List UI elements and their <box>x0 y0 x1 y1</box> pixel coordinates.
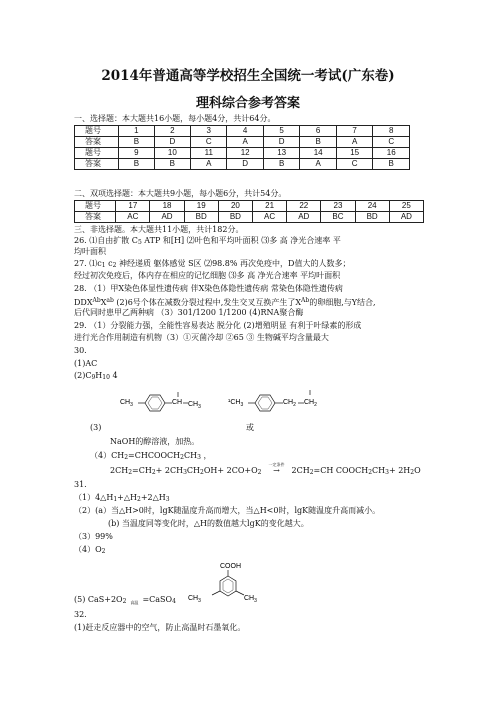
q31-part1: （1）4△H1+△H2+2△H3 <box>74 493 170 503</box>
q30-part4-equation: 2CH2=CH2+ 2CH3CH2OH+ 2CO+O2 一定条件 → 2CH2=CH COOCH2CH3+ 2H2O <box>110 462 421 476</box>
table-cell: 7 <box>336 126 373 137</box>
table-cell: B <box>300 137 337 148</box>
q30-heading: 30. <box>74 346 87 355</box>
mol1-ch3-label: $CH_3$ <box>120 399 133 408</box>
table-cell: 19 <box>184 201 218 212</box>
table-cell: AD <box>150 212 184 223</box>
mol1-ch-label: CH <box>172 399 183 406</box>
table-cell: B <box>373 159 410 170</box>
table-cell: 2 <box>154 126 191 137</box>
table-cell: A <box>227 137 264 148</box>
section1-heading: 一、选择题：本大题共16小题，每小题4分，共计64分。 <box>74 114 276 123</box>
table-cell: AD <box>287 212 321 223</box>
table-cell: BD <box>184 212 218 223</box>
page-subtitle: 理科综合参考答案 <box>195 96 300 111</box>
molecule-structure-1 <box>120 390 210 420</box>
table-cell: 5 <box>263 126 300 137</box>
table-row <box>75 201 424 212</box>
section2-heading: 二、双项选择题：本大题共9小题，每小题6分，共计54分。 <box>74 189 287 198</box>
table-row <box>75 159 410 170</box>
table-cell: 9 <box>119 148 154 159</box>
table-cell: 14 <box>300 148 337 159</box>
q31-part4: （4）O2 <box>74 545 106 555</box>
q30-part3-label: (3) <box>90 423 102 432</box>
q31-part3: （3）99% <box>74 532 113 541</box>
q31-part5: (5) CaS+2O2 高温 =CaSO4 <box>74 595 176 605</box>
reaction-arrow: 一定条件 → <box>268 462 285 475</box>
table-cell: A <box>336 137 373 148</box>
table-cell: 23 <box>321 201 355 212</box>
table-row <box>75 137 410 148</box>
table-cell: AC <box>253 212 287 223</box>
table-cell: A <box>300 159 337 170</box>
table-cell: BC <box>321 212 355 223</box>
q30-part4-line1: （4）CH2=CHCOOCH2CH3 ， <box>90 451 212 461</box>
q29-line2: 进行光合作用制造有机物（3）①灭菌冷却 ②65 ③ 生物碱平均含量最大 <box>74 333 329 342</box>
row-header-cell: 题号 <box>75 201 116 212</box>
q31-part2b: (b) 当温度同等变化时，△H的数值越大lgK的变化越大。 <box>108 519 309 528</box>
q31-heading: 31. <box>74 480 87 489</box>
table-cell: D <box>263 137 300 148</box>
double-choice-table <box>74 200 424 223</box>
q27-line1: 27. ⑴c1 c2 神经递质 躯体感觉 S区 ⑵98.8% 再次免疫中，D值大的人数多； <box>74 259 351 269</box>
q30-part1: (1)AC <box>74 359 98 368</box>
table-cell: 3 <box>191 126 227 137</box>
table-cell: B <box>119 137 154 148</box>
table-cell: 15 <box>336 148 373 159</box>
row-header-cell: 答案 <box>75 159 119 170</box>
table-cell: 1 <box>119 126 154 137</box>
table-cell: D <box>154 137 191 148</box>
table-cell: C <box>191 137 227 148</box>
q31-part2a: （2）(a）当△H>0时，lgK随温度升高而增大，当△H<0时，lgK随温度升高而减小。 <box>74 506 381 515</box>
table-cell: B <box>119 159 154 170</box>
mol2-ch2b-label: $CH_2$ <box>304 399 317 408</box>
q30-part3-condition: NaOH的醇溶液，加热。 <box>110 437 200 446</box>
mol3-ch3a-label: $CH_3$ <box>188 595 201 604</box>
molecule-structure-3 <box>180 560 280 606</box>
table-row <box>75 212 424 223</box>
table-cell: 8 <box>373 126 410 137</box>
table-cell: 24 <box>355 201 389 212</box>
row-header-cell: 答案 <box>75 212 116 223</box>
mol3-ch3b-label: $CH_3$ <box>244 595 257 604</box>
table-cell: 25 <box>389 201 423 212</box>
mol3-cooh-label: COOH <box>220 563 241 570</box>
table-cell: 16 <box>373 148 410 159</box>
table-cell: BD <box>218 212 252 223</box>
table-cell: BD <box>355 212 389 223</box>
row-header-cell: 答案 <box>75 137 119 148</box>
row-header-cell: 题号 <box>75 126 119 137</box>
table-cell: 21 <box>253 201 287 212</box>
q32-part1: (1)赶走反应器中的空气，防止高温时石墨氧化。 <box>74 623 246 632</box>
table-cell: 13 <box>263 148 300 159</box>
page-title: 2014年普通高等学校招生全国统一考试(广东卷) <box>101 68 395 84</box>
q28-line1: 28. （1）甲X染色体显性遗传病 伴X染色体隐性遗传病 常染色体隐性遗传病 <box>74 284 343 293</box>
molecule-structure-2 <box>228 390 338 420</box>
table-cell: AD <box>389 212 423 223</box>
q27-line2: 经过初次免疫后，体内存在相应的记忆细胞 ⑶多 高 净光合速率 平均叶面积 <box>74 271 341 280</box>
q29-line1: 29. （1）分裂能力强，全能性容易表达 脱分化 (2)增殖明显 有利于叶绿素的形成 <box>74 321 362 330</box>
table-cell: B <box>263 159 300 170</box>
table-cell: 20 <box>218 201 252 212</box>
table-cell: 17 <box>116 201 150 212</box>
q30-part2: (2)C9H10 4 <box>74 371 118 381</box>
table-cell: C <box>336 159 373 170</box>
table-cell: 22 <box>287 201 321 212</box>
table-cell: A <box>191 159 227 170</box>
table-row <box>75 126 410 137</box>
table-row <box>75 148 410 159</box>
q28-line3: 后代同时患甲乙两种病 （3）301/1200 1/1200 (4)RNA聚合酶 <box>74 308 304 317</box>
table-cell: 4 <box>227 126 264 137</box>
multiple-choice-table <box>74 125 410 170</box>
q26-line1: 26. ⑴自由扩散 C5 ATP 和[H] ⑵叶色和平均叶面积 ⑶多 高 净光合速率 平 <box>74 236 341 246</box>
section3-heading: 三、非选择题。本大题共11小题，共计182分。 <box>74 225 244 234</box>
q32-heading: 32. <box>74 610 87 619</box>
table-cell: B <box>154 159 191 170</box>
table-cell: D <box>227 159 264 170</box>
table-cell: 6 <box>300 126 337 137</box>
q26-line2: 均叶面积 <box>74 247 106 256</box>
table-cell: 11 <box>191 148 227 159</box>
table-cell: 18 <box>150 201 184 212</box>
mol2-ch2-label: $CH_2$ <box>283 399 296 408</box>
mol1-ch3b-label: $CH_3$ <box>188 401 201 410</box>
q28-line2: $DDX^{Ab}X^{ab}$ (2)6号个体在减数分裂过程中,发生交叉互换产生了$X^{Ab}$的卵细胞,与Y结合, <box>74 297 376 307</box>
table-cell: AC <box>116 212 150 223</box>
table-cell: 12 <box>227 148 264 159</box>
q30-part3-or: 或 <box>246 423 254 432</box>
mol2-ch3-label: $^1CH_3$ <box>228 399 244 408</box>
table-cell: 10 <box>154 148 191 159</box>
row-header-cell: 题号 <box>75 148 119 159</box>
table-cell: C <box>373 137 410 148</box>
